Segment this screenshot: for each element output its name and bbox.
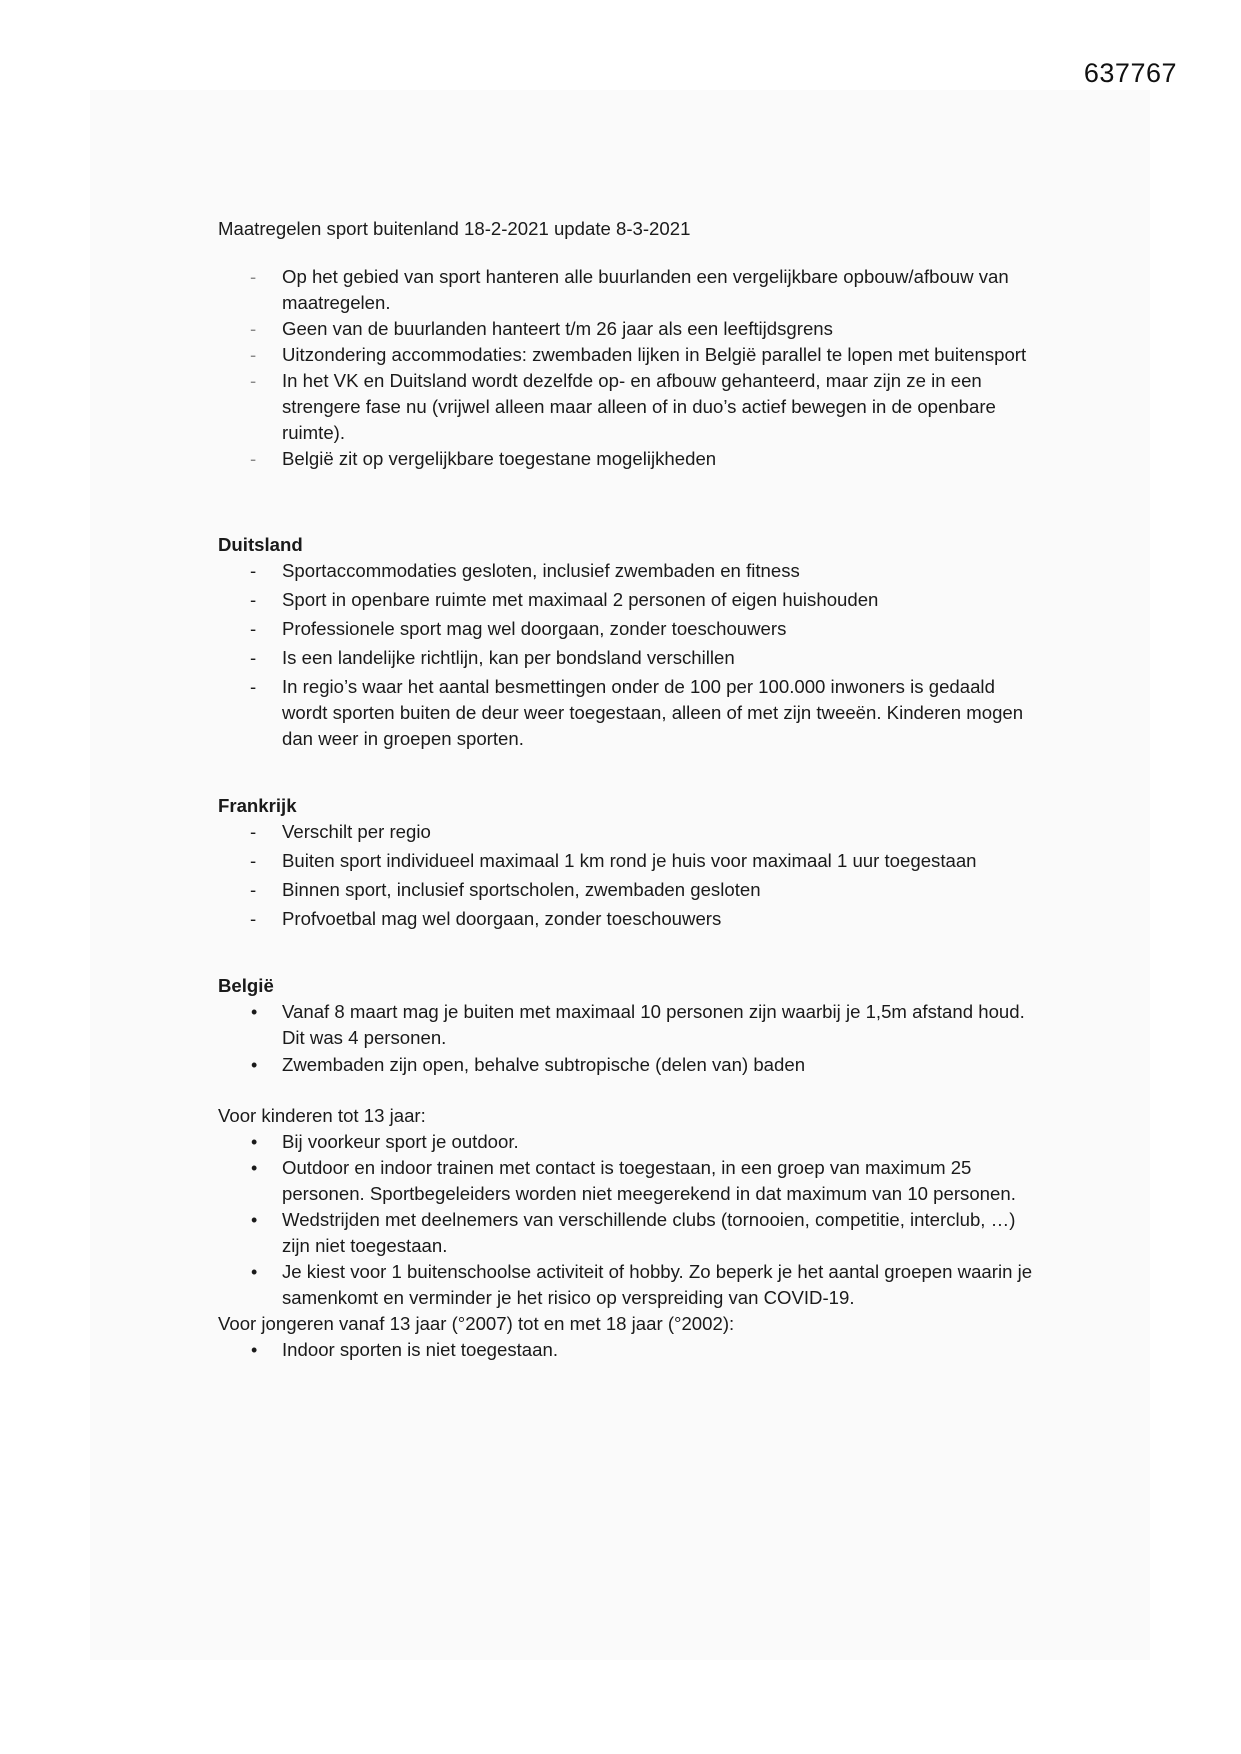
list-item: - Profvoetbal mag wel doorgaan, zonder toeschouwers (218, 906, 1038, 932)
belgie-list (218, 999, 1038, 1078)
list-item: • Vanaf 8 maart mag je buiten met maximaal 10 personen zijn waarbij je 1,5m afstand houd. Dit was 4 personen. (218, 999, 1038, 1051)
section-heading-frankrijk: Frankrijk (218, 795, 297, 816)
list-item: • Je kiest voor 1 buitenschoolse activiteit of hobby. Zo beperk je het aantal groepen waarin je samenkomt en verminder je het risico op verspreiding van COVID-19. (218, 1259, 1038, 1311)
list-item: - Sport in openbare ruimte met maximaal 2 personen of eigen huishouden (218, 587, 1038, 613)
list-item: - In regio’s waar het aantal besmettingen onder de 100 per 100.000 inwoners is gedaald wordt sporten buiten de deur weer toegestaan, alleen of met zijn tweeën. Kinderen mogen dan weer in groepen sporten. (218, 674, 1038, 752)
section-heading-duitsland: Duitsland (218, 534, 303, 555)
list-item: - Uitzondering accommodaties: zwembaden lijken in België parallel te lopen met buitensport (218, 342, 1038, 368)
document-body (218, 216, 1038, 1363)
list-item: - Binnen sport, inclusief sportscholen, zwembaden gesloten (218, 877, 1038, 903)
list-item: • Outdoor en indoor trainen met contact is toegestaan, in een groep van maximum 25 personen. Sportbegeleiders worden niet meegerekend in dat maximum van 10 personen. (218, 1155, 1038, 1207)
list-item: • Wedstrijden met deelnemers van verschillende clubs (tornooien, competitie, interclub, …) zijn niet toegestaan. (218, 1207, 1038, 1259)
jongeren-list (218, 1337, 1038, 1363)
list-item: - Verschilt per regio (218, 819, 1038, 845)
list-item: - Is een landelijke richtlijn, kan per bondsland verschillen (218, 645, 1038, 671)
kinderen-intro: Voor kinderen tot 13 jaar: (218, 1105, 426, 1126)
list-item: - In het VK en Duitsland wordt dezelfde op- en afbouw gehanteerd, maar zijn ze in een strengere fase nu (vrijwel alleen maar alleen of in duo’s actief bewegen in de openbare ruimte). (218, 368, 1038, 446)
list-item: - Op het gebied van sport hanteren alle buurlanden een vergelijkbare opbouw/afbouw van maatregelen. (218, 264, 1038, 316)
frankrijk-list (218, 819, 1038, 932)
spacer (218, 1079, 1038, 1103)
section-heading-belgie: België (218, 975, 274, 996)
document-title: Maatregelen sport buitenland 18-2-2021 update 8-3-2021 (218, 218, 691, 239)
duitsland-list (218, 558, 1038, 752)
spacer (218, 935, 1038, 973)
summary-list (218, 264, 1038, 472)
list-item: - België zit op vergelijkbare toegestane mogelijkheden (218, 446, 1038, 472)
list-item: - Geen van de buurlanden hanteert t/m 26 jaar als een leeftijdsgrens (218, 316, 1038, 342)
kinderen-list (218, 1129, 1038, 1311)
spacer (218, 472, 1038, 532)
spacer (218, 755, 1038, 793)
document-id: 637767 (1083, 58, 1177, 88)
list-item: • Zwembaden zijn open, behalve subtropische (delen van) baden (218, 1052, 1038, 1078)
list-item: - Sportaccommodaties gesloten, inclusief zwembaden en fitness (218, 558, 1038, 584)
list-item: • Indoor sporten is niet toegestaan. (218, 1337, 1038, 1363)
list-item: - Buiten sport individueel maximaal 1 km rond je huis voor maximaal 1 uur toegestaan (218, 848, 1038, 874)
list-item: • Bij voorkeur sport je outdoor. (218, 1129, 1038, 1155)
jongeren-intro: Voor jongeren vanaf 13 jaar (°2007) tot en met 18 jaar (°2002): (218, 1313, 735, 1334)
list-item: - Professionele sport mag wel doorgaan, zonder toeschouwers (218, 616, 1038, 642)
